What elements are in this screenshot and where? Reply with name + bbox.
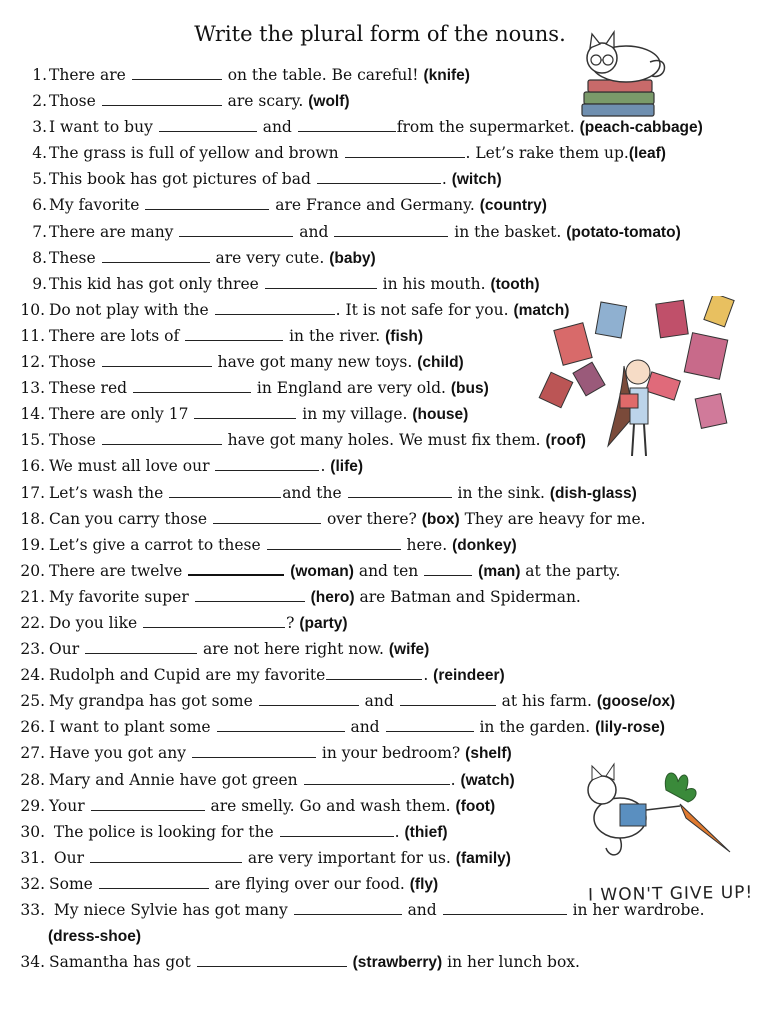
item-text: There are twelve	[49, 561, 188, 580]
answer-blank[interactable]	[179, 221, 293, 237]
answer-blank[interactable]	[400, 690, 496, 706]
exercise-item	[14, 558, 764, 584]
noun-hint: (man)	[478, 562, 521, 580]
answer-blank[interactable]	[217, 716, 345, 732]
answer-blank[interactable]	[334, 221, 448, 237]
item-text: There are	[49, 66, 131, 84]
item-number: 29.	[20, 796, 45, 815]
item-text: My favorite super	[49, 587, 194, 606]
noun-hint: (family)	[455, 849, 511, 867]
answer-blank[interactable]	[259, 690, 359, 706]
item-number: 7.	[32, 222, 47, 241]
item-text: are very important for us.	[242, 848, 456, 867]
item-text: Let’s give a carrot to these	[49, 535, 266, 554]
exercise-item	[14, 166, 764, 192]
item-number: 22.	[20, 613, 45, 632]
noun-hint: (donkey)	[452, 536, 517, 554]
noun-hint: (thief)	[404, 823, 448, 841]
exercise-item	[14, 949, 764, 975]
answer-blank[interactable]	[159, 116, 257, 132]
item-text: Some	[49, 874, 98, 893]
noun-hint: (woman)	[290, 562, 354, 580]
item-text: This book has got pictures of bad	[49, 170, 316, 189]
noun-hint: (reindeer)	[433, 667, 505, 685]
item-text: in England are very old.	[251, 379, 451, 398]
item-text: and	[359, 692, 399, 711]
item-text: .	[441, 170, 452, 189]
item-text: in the basket.	[449, 222, 567, 241]
noun-hint: (bus)	[450, 380, 489, 398]
item-number: 28.	[20, 770, 45, 789]
noun-hint: (dish-glass)	[549, 484, 637, 502]
item-text: ?	[286, 613, 300, 632]
item-number: 17.	[20, 483, 45, 502]
item-text: have got many holes. We must fix them.	[222, 431, 546, 450]
noun-hint: (knife)	[423, 67, 470, 84]
noun-hint: (wolf)	[308, 93, 350, 111]
answer-blank[interactable]	[326, 664, 422, 680]
exercise-item	[14, 923, 764, 949]
item-text: are Batman and Spiderman.	[354, 587, 581, 606]
item-text: and the	[282, 483, 347, 502]
item-number: 1.	[32, 66, 47, 84]
noun-hint: (lily-rose)	[595, 719, 665, 737]
item-text: .	[423, 666, 434, 685]
girl-with-books-illustration	[538, 296, 760, 466]
noun-hint: (foot)	[455, 797, 496, 815]
answer-blank[interactable]	[91, 795, 205, 811]
exercise-item	[14, 480, 764, 506]
item-number: 12.	[20, 353, 45, 372]
item-number: 30.	[20, 822, 45, 841]
answer-blank[interactable]	[215, 299, 335, 315]
item-text: are not here right now.	[198, 640, 389, 659]
item-text: have got many new toys.	[212, 353, 418, 372]
item-text: and	[294, 222, 334, 241]
answer-blank[interactable]	[195, 586, 305, 602]
item-number: 10.	[20, 300, 45, 319]
item-text: .	[320, 457, 331, 476]
answer-blank[interactable]	[294, 899, 402, 915]
item-text: at the party.	[520, 561, 621, 580]
noun-hint: (child)	[417, 354, 464, 372]
noun-hint: (watch)	[460, 771, 515, 789]
item-text: I want to buy	[49, 118, 158, 137]
answer-blank[interactable]	[102, 429, 222, 445]
item-number: 27.	[20, 744, 45, 763]
cat-on-books-illustration	[574, 22, 674, 118]
noun-hint: (party)	[299, 614, 348, 632]
answer-blank[interactable]	[102, 351, 212, 367]
noun-hint: (fish)	[385, 327, 424, 345]
answer-blank[interactable]	[169, 482, 281, 498]
answer-blank[interactable]	[132, 64, 222, 80]
item-text: Those	[49, 431, 101, 450]
noun-hint: (baby)	[329, 249, 376, 267]
item-number: 2.	[32, 92, 47, 111]
answer-blank[interactable]	[267, 534, 401, 550]
item-text: in the river.	[284, 326, 386, 345]
item-number: 16.	[20, 457, 45, 476]
item-text: Our	[49, 848, 89, 867]
item-text: on the table. Be careful!	[222, 66, 424, 84]
answer-blank[interactable]	[215, 455, 319, 471]
exercise-item	[14, 506, 764, 532]
answer-blank[interactable]	[348, 482, 452, 498]
exercise-item	[14, 688, 764, 714]
item-number: 5.	[32, 170, 47, 189]
item-text: are smelly. Go and wash them.	[205, 796, 456, 815]
item-number: 18.	[20, 509, 45, 528]
item-text: Those	[49, 92, 101, 111]
item-text: are scary.	[222, 92, 309, 111]
item-text: There are only 17	[49, 405, 194, 424]
item-text: in his mouth.	[377, 274, 491, 293]
exercise-item	[14, 271, 764, 297]
answer-blank[interactable]	[188, 559, 284, 576]
item-number: 14.	[20, 405, 45, 424]
noun-hint: (life)	[330, 458, 364, 476]
item-number: 8.	[32, 248, 47, 267]
noun-hint: (strawberry)	[352, 954, 443, 972]
item-text: Rudolph and Cupid are my favorite	[49, 666, 326, 685]
item-text: in her lunch box.	[442, 953, 580, 972]
exercise-item	[14, 636, 764, 662]
exercise-item	[14, 192, 764, 218]
item-text: There are lots of	[49, 326, 185, 345]
noun-hint: (leaf)	[628, 145, 666, 163]
answer-blank[interactable]	[99, 873, 209, 889]
item-text: over there?	[322, 509, 422, 528]
answer-blank[interactable]	[280, 821, 394, 837]
answer-blank[interactable]	[317, 168, 441, 184]
item-number: 4.	[32, 144, 47, 163]
item-text: in the sink.	[452, 483, 550, 502]
noun-hint: (country)	[479, 197, 547, 215]
exercise-item	[14, 532, 764, 558]
answer-blank[interactable]	[345, 142, 465, 158]
exercise-item	[14, 140, 764, 166]
item-text: from the supermarket.	[396, 118, 580, 137]
slogan-text: I WON'T GIVE UP!	[587, 882, 754, 906]
noun-hint: (potato-tomato)	[566, 223, 681, 241]
item-text: I want to plant some	[49, 718, 216, 737]
item-text: Do you like	[49, 613, 143, 632]
item-number: 26.	[20, 718, 45, 737]
item-text: Our	[49, 640, 85, 659]
item-text: We must all love our	[49, 457, 215, 476]
noun-hint: (shelf)	[465, 745, 512, 763]
answer-blank[interactable]	[102, 247, 210, 263]
answer-blank[interactable]	[298, 116, 396, 132]
answer-blank[interactable]	[185, 325, 283, 341]
item-text: are France and Germany.	[270, 196, 480, 215]
item-text: These	[49, 248, 101, 267]
answer-blank[interactable]	[85, 638, 197, 654]
item-number: 6.	[32, 196, 47, 215]
item-text: here.	[401, 535, 453, 554]
item-text: are flying over our food.	[209, 874, 410, 893]
item-text: .	[450, 770, 461, 789]
exercise-item	[14, 584, 764, 610]
exercise-item	[14, 714, 764, 740]
item-number: 11.	[20, 326, 45, 345]
item-text: and	[257, 118, 297, 137]
item-text: These red	[49, 379, 132, 398]
answer-blank[interactable]	[192, 742, 316, 758]
answer-blank[interactable]	[304, 769, 450, 785]
worksheet-title: Write the plural form of the nouns.	[194, 22, 566, 46]
item-number: 13.	[20, 379, 45, 398]
answer-blank[interactable]	[145, 194, 269, 210]
item-text: My favorite	[49, 196, 145, 215]
exercise-item	[14, 610, 764, 636]
item-number: 19.	[20, 535, 45, 554]
item-number: 25.	[20, 692, 45, 711]
item-text: Mary and Annie have got green	[49, 770, 303, 789]
item-text: in your bedroom?	[316, 744, 466, 763]
item-number: 15.	[20, 431, 45, 450]
item-text: Have you got any	[49, 744, 191, 763]
item-text: at his farm.	[496, 692, 597, 711]
noun-hint: (roof)	[545, 432, 586, 450]
item-text: are very cute.	[210, 248, 330, 267]
item-number: 3.	[32, 118, 47, 137]
item-number: 23.	[20, 640, 45, 659]
noun-hint: (peach-cabbage)	[579, 119, 703, 137]
noun-hint: (match)	[513, 301, 570, 319]
exercise-item	[14, 245, 764, 271]
item-text: .	[394, 822, 405, 841]
item-text: in my village.	[297, 405, 413, 424]
item-text: . It is not safe for you.	[335, 300, 514, 319]
item-text: Samantha has got	[49, 953, 196, 972]
answer-blank[interactable]	[133, 377, 251, 393]
item-text: in the garden.	[474, 718, 596, 737]
answer-blank[interactable]	[197, 951, 347, 967]
item-number: 32.	[20, 874, 45, 893]
item-text: Your	[49, 796, 90, 815]
item-text: . Let’s rake them up.	[465, 144, 629, 163]
item-text: The grass is full of yellow and brown	[49, 144, 344, 163]
noun-hint: (box)	[421, 510, 460, 528]
answer-blank[interactable]	[194, 403, 296, 419]
answer-blank[interactable]	[143, 612, 285, 628]
item-text: Can you carry those	[49, 509, 213, 528]
item-text: There are many	[49, 222, 179, 241]
item-text: Let’s wash the	[49, 483, 169, 502]
item-text: Those	[49, 353, 101, 372]
answer-blank[interactable]	[386, 716, 474, 732]
answer-blank[interactable]	[443, 899, 567, 915]
answer-blank[interactable]	[213, 508, 321, 524]
item-text: My niece Sylvie has got many	[49, 901, 293, 919]
noun-hint: (wife)	[388, 641, 430, 659]
item-text: in her wardrobe.	[567, 901, 705, 919]
exercise-item	[14, 662, 764, 688]
item-text: This kid has got only three	[49, 274, 264, 293]
item-text: and	[402, 901, 442, 919]
item-number: 24.	[20, 666, 45, 685]
item-number: 31.	[20, 848, 45, 867]
item-number: 9.	[32, 274, 47, 293]
item-number: 34.	[20, 953, 45, 972]
answer-blank[interactable]	[424, 560, 472, 576]
noun-hint: (witch)	[451, 171, 502, 189]
item-text: Do not play with the	[49, 300, 214, 319]
item-text: and ten	[353, 561, 424, 580]
noun-hint: (house)	[412, 406, 469, 424]
item-number: 33.	[20, 901, 45, 919]
exercise-item	[14, 114, 764, 140]
item-text: My grandpa has got some	[49, 692, 258, 711]
item-text: The police is looking for the	[49, 822, 279, 841]
item-text: They are heavy for me.	[459, 509, 646, 528]
noun-hint: (dress-shoe)	[48, 928, 142, 946]
answer-blank[interactable]	[90, 847, 242, 863]
noun-hint: (goose/ox)	[596, 693, 676, 711]
noun-hint: (hero)	[310, 588, 355, 606]
answer-blank[interactable]	[102, 90, 222, 106]
exercise-item	[14, 219, 764, 245]
item-text: and	[345, 718, 385, 737]
answer-blank[interactable]	[265, 273, 377, 289]
noun-hint: (fly)	[409, 875, 439, 893]
cat-with-carrot-illustration	[580, 760, 760, 870]
item-number: 21.	[20, 587, 45, 606]
item-number: 20.	[20, 561, 45, 580]
noun-hint: (tooth)	[490, 275, 540, 293]
